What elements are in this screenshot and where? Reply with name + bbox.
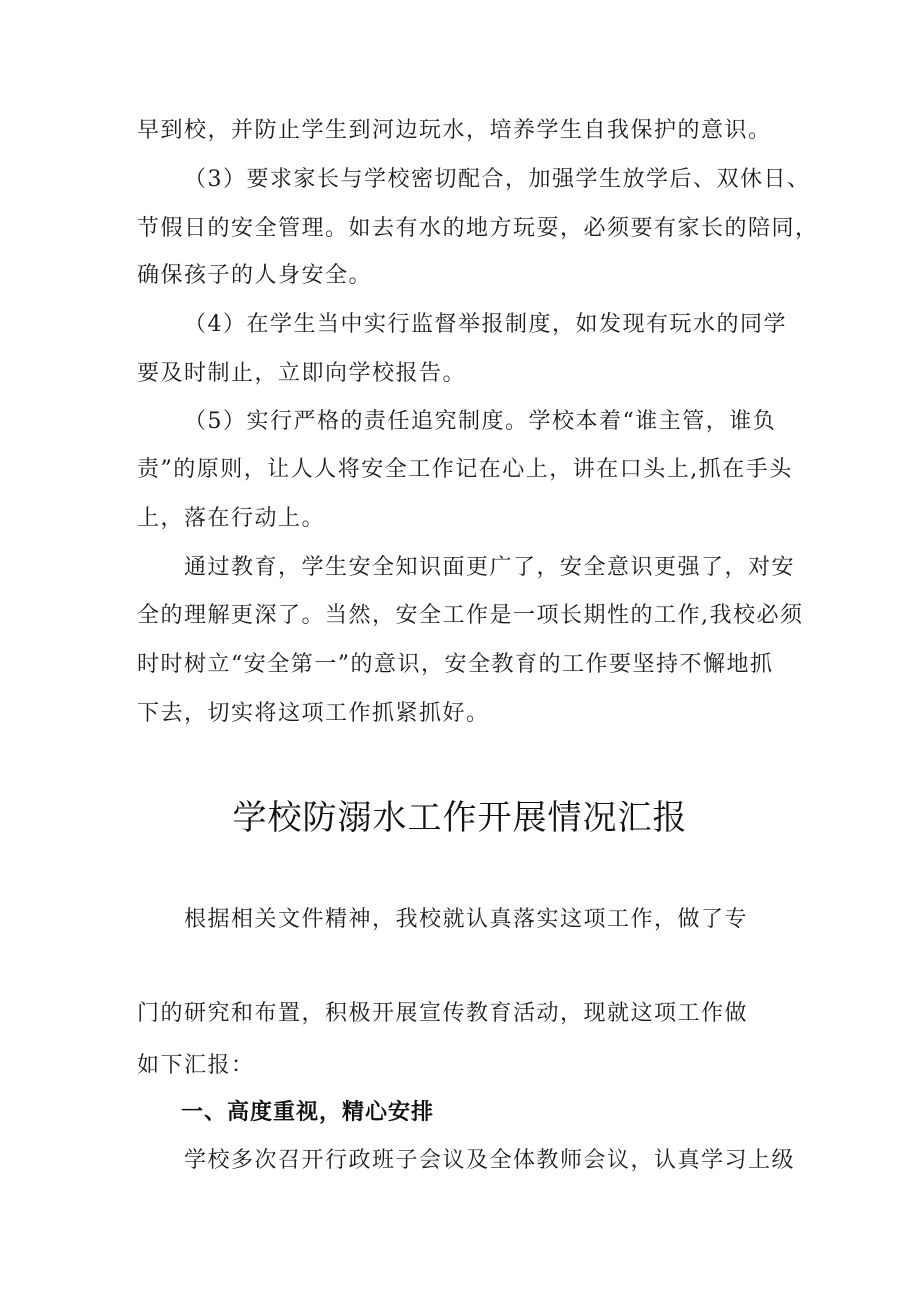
section-heading: 一、高度重视，精心安排	[181, 1100, 435, 1125]
intro-line: 根据相关文件精神，我校就认真落实这项工作，做了专	[184, 907, 749, 932]
paragraph-line: 下去，切实将这项工作抓紧抓好。	[137, 701, 490, 726]
paragraph-line: 确保孩子的人身安全。	[137, 263, 373, 288]
intro-line: 门的研究和布置，积极开展宣传教育活动，现就这项工作做	[137, 1001, 749, 1026]
paragraph-line: 全的理解更深了。当然，安全工作是一项长期性的工作,我校必须	[137, 603, 804, 628]
paragraph-line: （4）在学生当中实行监督举报制度，如发现有玩水的同学	[184, 312, 787, 337]
paragraph-line: 时时树立“安全第一”的意识，安全教育的工作要坚持不懈地抓	[137, 652, 774, 677]
paragraph-line: 要及时制止，立即向学校报告。	[137, 361, 467, 386]
paragraph-line: 上，落在行动上。	[137, 506, 326, 531]
paragraph-line: （5）实行严格的责任追究制度。学校本着“谁主管，谁负	[184, 409, 777, 434]
document-title: 学校防溺水工作开展情况汇报	[232, 798, 688, 838]
paragraph-line: 通过教育，学生安全知识面更广了，安全意识更强了，对安	[184, 555, 796, 580]
paragraph-line: 节假日的安全管理。如去有水的地方玩耍，必须要有家长的陪同，	[137, 216, 819, 241]
paragraph-line: 学校多次召开行政班子会议及全体教师会议，认真学习上级	[184, 1148, 796, 1173]
intro-line: 如下汇报：	[137, 1053, 255, 1078]
paragraph-line: （3）要求家长与学校密切配合，加强学生放学后、双休日、	[184, 167, 811, 192]
paragraph-line: 责”的原则，让人人将安全工作记在心上，讲在口头上,抓在手头	[137, 457, 793, 482]
paragraph-line: 早到校，并防止学生到河边玩水，培养学生自我保护的意识。	[137, 118, 772, 143]
